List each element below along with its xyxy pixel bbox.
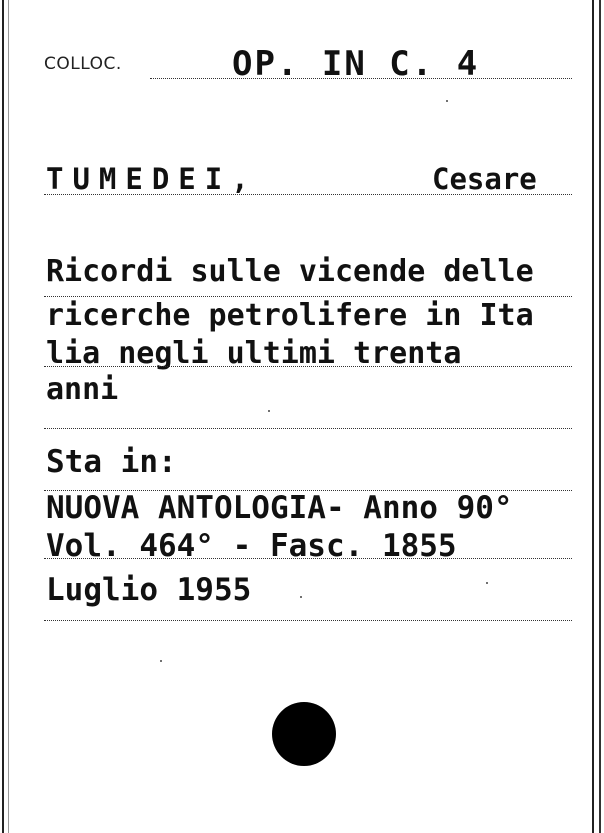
title-rule-2 bbox=[44, 366, 572, 367]
card-left-border bbox=[2, 0, 4, 833]
author-surname: TUMEDEI, bbox=[46, 162, 258, 196]
paper-speck bbox=[486, 582, 488, 584]
author-rule bbox=[44, 194, 572, 195]
title-line-2: ricerche petrolifere in Ita bbox=[46, 298, 534, 333]
title-line-1: Ricordi sulle vicende delle bbox=[46, 254, 534, 289]
title-line-4: anni bbox=[46, 372, 119, 407]
colloc-rule bbox=[150, 78, 572, 79]
card-right-border bbox=[592, 0, 594, 833]
source-line-2: Vol. 464° - Fasc. 1855 bbox=[46, 528, 457, 564]
title-rule-1 bbox=[44, 296, 572, 297]
title-rule-3 bbox=[44, 428, 572, 429]
source-line-3: Luglio 1955 bbox=[46, 572, 252, 608]
card-left-inner-border bbox=[8, 0, 9, 833]
title-line-3: lia negli ultimi trenta bbox=[46, 336, 462, 371]
author-first-name: Cesare bbox=[432, 162, 537, 196]
paper-speck bbox=[160, 660, 162, 662]
card-right-outer-border bbox=[599, 0, 601, 833]
paper-speck bbox=[300, 596, 302, 598]
colloc-label: COLLOC. bbox=[44, 54, 122, 74]
source-line-1: NUOVA ANTOLOGIA- Anno 90° bbox=[46, 490, 513, 526]
paper-speck bbox=[268, 410, 270, 412]
colloc-value: OP. IN C. 4 bbox=[232, 44, 480, 84]
paper-speck bbox=[446, 100, 448, 102]
source-rule-1 bbox=[44, 490, 572, 491]
source-rule-2 bbox=[44, 558, 572, 559]
punch-hole bbox=[272, 702, 336, 766]
source-rule-3 bbox=[44, 620, 572, 621]
source-label: Sta in: bbox=[46, 444, 177, 480]
